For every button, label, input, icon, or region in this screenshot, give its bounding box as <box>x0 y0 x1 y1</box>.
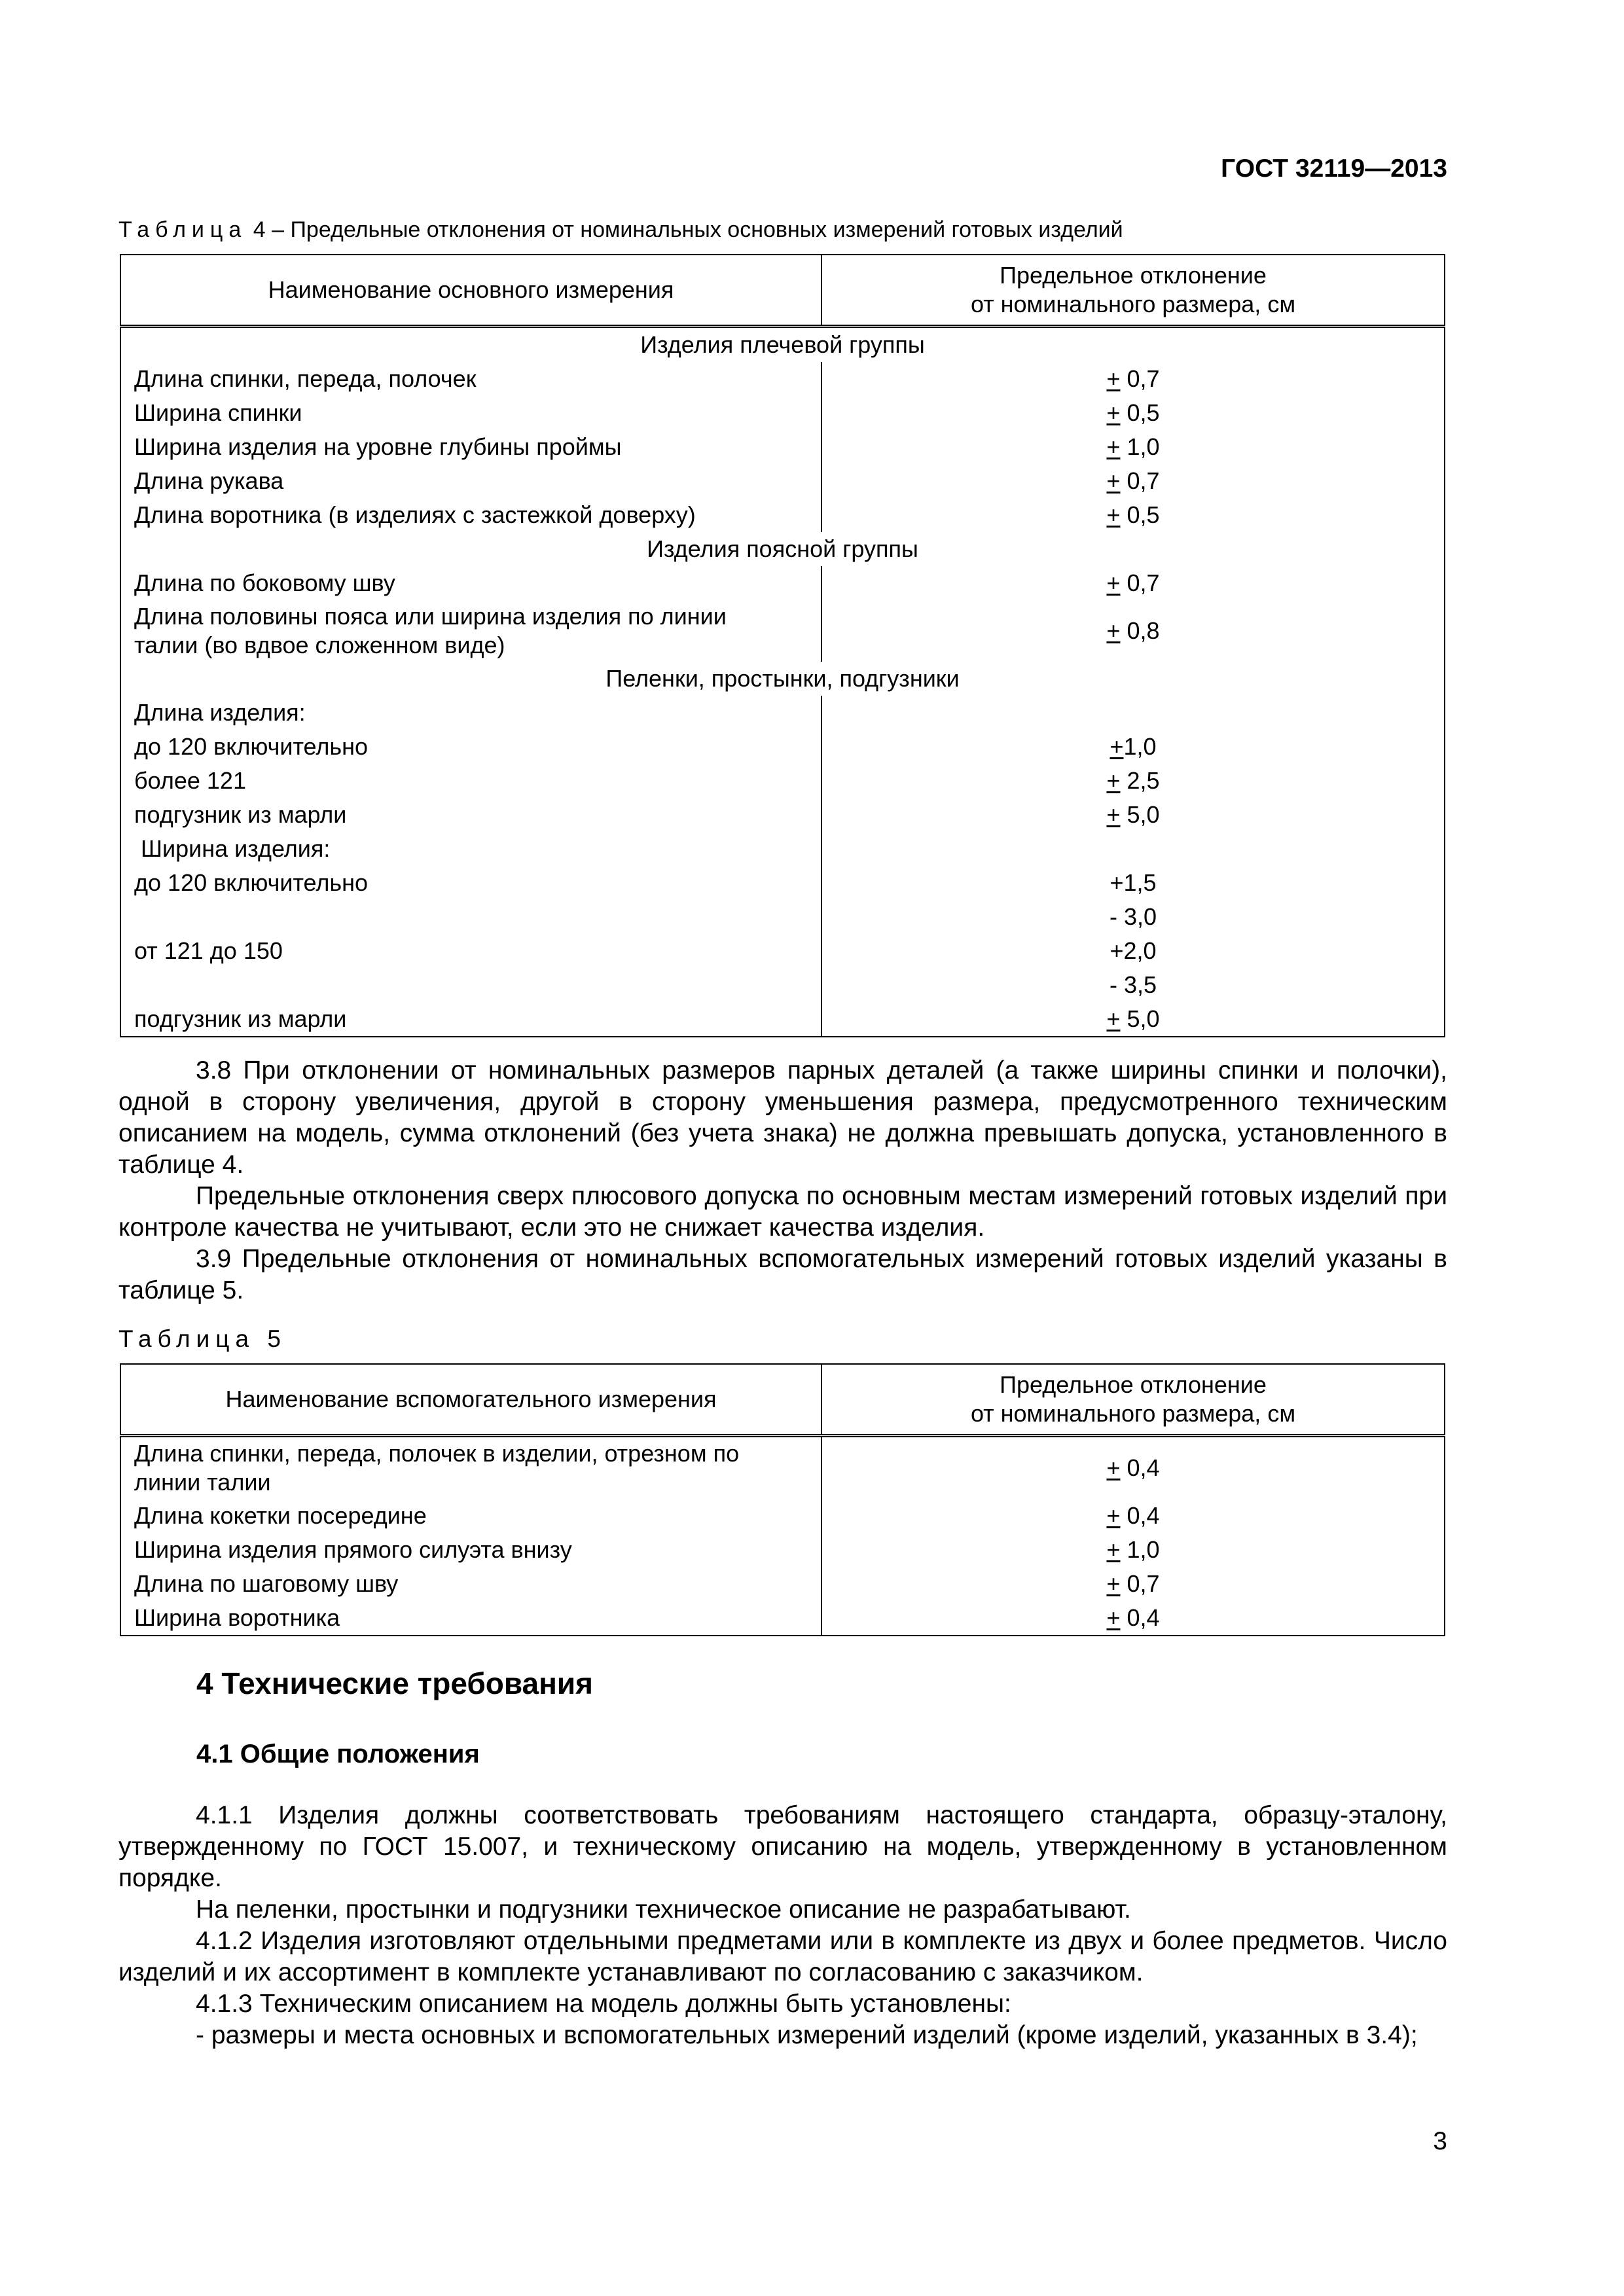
table-row <box>120 866 1445 900</box>
section-3-8-text <box>118 1055 1447 1306</box>
table-5-col2-header-line2: от номинального размера, см <box>970 1400 1296 1427</box>
row-name: Ширина спинки <box>120 396 821 430</box>
row-value: + 0,4 <box>821 1436 1445 1499</box>
row-value: + 0,5 <box>821 498 1445 532</box>
table-4-group-diapers: Пеленки, простынки, подгузники <box>605 665 960 692</box>
row-name: подгузник из марли <box>120 798 821 832</box>
row-name: Длина изделия: <box>120 696 821 730</box>
table-row <box>120 498 1445 532</box>
row-name: Длина по боковому шву <box>120 566 821 600</box>
table-4-col2-header-line1: Предельное отклонение <box>1000 262 1267 289</box>
row-value: + 0,7 <box>821 1567 1445 1601</box>
section-4-1-heading: 4.1 Общие положения <box>196 1740 480 1768</box>
table-row <box>120 696 1445 730</box>
table-5-col2-header <box>821 1364 1445 1436</box>
row-value: + 0,7 <box>821 464 1445 498</box>
row-name <box>120 968 821 1002</box>
table-row <box>120 362 1445 396</box>
table-4-group-shoulder: Изделия плечевой группы <box>640 331 925 358</box>
row-value: + 5,0 <box>821 1002 1445 1037</box>
row-value: +2,0 <box>821 934 1445 968</box>
table-row <box>120 1533 1445 1567</box>
row-name: более 121 <box>120 764 821 798</box>
table-row <box>120 798 1445 832</box>
table-row <box>120 968 1445 1002</box>
table-row <box>120 600 1445 662</box>
table-4 <box>120 254 1445 1037</box>
row-name <box>120 900 821 934</box>
table-row <box>120 430 1445 464</box>
table-5-col2-header-line1: Предельное отклонение <box>1000 1371 1267 1398</box>
row-name: до 120 включительно <box>120 730 821 764</box>
table-row <box>120 464 1445 498</box>
row-name: Ширина воротника <box>120 1601 821 1636</box>
table-4-caption <box>118 217 1123 243</box>
row-name: подгузник из марли <box>120 1002 821 1037</box>
table-row <box>120 730 1445 764</box>
paragraph-4-1-3-item: - размеры и места основных и вспомогательных измерений изделий (кроме изделий, указанных в 3.4); <box>196 2021 1418 2049</box>
row-value: + 1,0 <box>821 430 1445 464</box>
row-value: + 0,7 <box>821 362 1445 396</box>
table-row <box>120 764 1445 798</box>
row-name: Длина воротника (в изделиях с застежкой доверху) <box>120 498 821 532</box>
table-4-caption-word: Таблица <box>118 217 247 242</box>
table-row <box>120 1002 1445 1037</box>
paragraph-4-1-1-note: На пеленки, простынки и подгузники техническое описание не разрабатывают. <box>196 1895 1131 1924</box>
table-4-group-waist: Изделия поясной группы <box>647 535 918 562</box>
row-name: Ширина изделия на уровне глубины проймы <box>120 430 821 464</box>
table-4-caption-number: 4 <box>253 217 266 242</box>
row-name: Ширина изделия прямого силуэта внизу <box>120 1533 821 1567</box>
table-4-col2-header-line2: от номинального размера, см <box>970 291 1296 317</box>
row-name: Длина рукава <box>120 464 821 498</box>
row-name: Длина кокетки посередине <box>120 1499 821 1533</box>
row-value <box>821 832 1445 866</box>
row-value: +1,0 <box>821 730 1445 764</box>
row-value: +1,5 <box>821 866 1445 900</box>
row-name: Длина спинки, переда, полочек в изделии, отрезном по линии талии <box>120 1436 821 1499</box>
table-row <box>120 566 1445 600</box>
table-row <box>120 1567 1445 1601</box>
row-value: + 0,4 <box>821 1601 1445 1636</box>
table-5 <box>120 1363 1445 1636</box>
table-row <box>120 832 1445 866</box>
row-name: до 120 включительно <box>120 866 821 900</box>
table-5-caption: Таблица 5 <box>118 1325 287 1352</box>
row-value: + 0,7 <box>821 566 1445 600</box>
paragraph-3-8: 3.8 При отклонении от номинальных размеров парных деталей (а также ширины спинки и полочки), одной в сторону увеличения, другой в сторону уменьшения размера, предусмотренного техническим описанием на модель, сумма отклонений (без учета знака) не должна превышать допуска, установленного в таблице 4. <box>118 1056 1447 1179</box>
row-name: от 121 до 150 <box>120 934 821 968</box>
paragraph-4-1-1: 4.1.1 Изделия должны соответствовать требованиям настоящего стандарта, образцу-эталону, утвержденному по ГОСТ 15.007, и техническому описанию на модель, утвержденному в установленном порядке. <box>118 1801 1447 1892</box>
table-row <box>120 934 1445 968</box>
row-value <box>821 696 1445 730</box>
row-name: Длина спинки, переда, полочек <box>120 362 821 396</box>
table-5-col1-header: Наименование вспомогательного измерения <box>120 1364 821 1436</box>
row-value: + 2,5 <box>821 764 1445 798</box>
row-value: + 0,8 <box>821 600 1445 662</box>
table-4-caption-text: – Предельные отклонения от номинальных основных измерений готовых изделий <box>272 217 1123 242</box>
section-4-heading: 4 Технические требования <box>196 1666 593 1700</box>
page-number: 3 <box>1433 2127 1447 2155</box>
table-row <box>120 1499 1445 1533</box>
paragraph-3-9: 3.9 Предельные отклонения от номинальных вспомогательных измерений готовых изделий указаны в таблице 5. <box>118 1245 1447 1304</box>
row-name: Длина по шаговому шву <box>120 1567 821 1601</box>
paragraph-4-1-3: 4.1.3 Техническим описанием на модель должны быть установлены: <box>196 1990 1011 2018</box>
row-value: - 3,5 <box>821 968 1445 1002</box>
row-value: + 1,0 <box>821 1533 1445 1567</box>
row-name: Длина половины пояса или ширина изделия по линии талии (во вдвое сложенном виде) <box>120 600 821 662</box>
table-4-col1-header: Наименование основного измерения <box>120 255 821 327</box>
table-row <box>120 1436 1445 1499</box>
row-value: + 0,4 <box>821 1499 1445 1533</box>
table-row <box>120 396 1445 430</box>
table-row <box>120 1601 1445 1636</box>
row-value: - 3,0 <box>821 900 1445 934</box>
section-4-1-text <box>118 1800 1447 2051</box>
row-name: Ширина изделия: <box>120 832 821 866</box>
row-value: + 0,5 <box>821 396 1445 430</box>
document-code: ГОСТ 32119—2013 <box>1221 154 1447 183</box>
table-4-col2-header <box>821 255 1445 327</box>
row-value: + 5,0 <box>821 798 1445 832</box>
table-row <box>120 900 1445 934</box>
paragraph-4-1-2: 4.1.2 Изделия изготовляют отдельными предметами или в комплекте из двух и более предметов. Число изделий и их ассортимент в комплекте устанавливают по согласованию с заказчиком. <box>118 1927 1447 1986</box>
paragraph-3-8-note: Предельные отклонения сверх плюсового допуска по основным местам измерений готовых изделий при контроле качества не учитывают, если это не снижает качества изделия. <box>118 1182 1447 1242</box>
